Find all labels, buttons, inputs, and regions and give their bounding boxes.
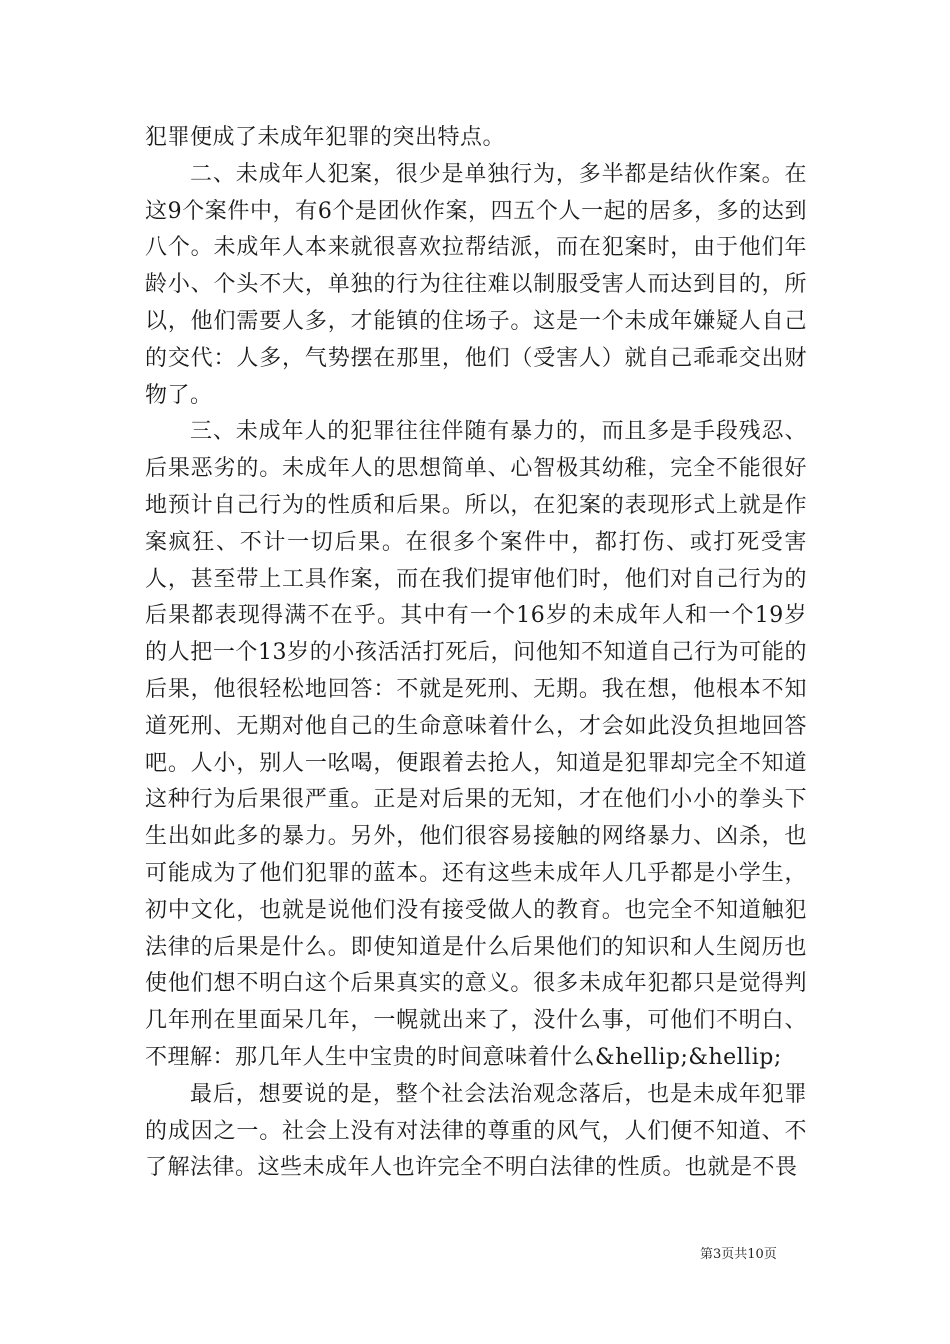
- page-number: 第3页共10页: [700, 1247, 777, 1262]
- paragraph-1: 犯罪便成了未成年犯罪的突出特点。: [145, 125, 506, 150]
- paragraph-2: 二、未成年人犯案，很少是单独行为，多半都是结伙作案。在这9个案件中，有6个是团伙作案，四五个人一起的居多，多的达到八个。未成年人本来就很喜欢拉帮结派，而在犯案时，由于他们年龄小、个头不大，单独的行为往往难以制服受害人而达到目的，所以，他们需要人多，才能镇的住场子。这是一个未成年嫌疑人自己的交代：人多，气势摆在那里，他们（受害人）就自己乖乖交出财物了。: [145, 161, 807, 408]
- paragraph-4: 最后，想要说的是，整个社会法治观念落后，也是未成年犯罪的成因之一。社会上没有对法律的尊重的风气，人们便不知道、不了解法律。这些未成年人也许完全不明白法律的性质。也就是不畏: [145, 1081, 807, 1181]
- paragraph-3: 三、未成年人的犯罪往往伴随有暴力的，而且多是手段残忍、后果恶劣的。未成年人的思想简单、心智极其幼稚，完全不能很好地预计自己行为的性质和后果。所以，在犯案的表现形式上就是作案疯狂、不计一切后果。在很多个案件中，都打伤、或打死受害人，甚至带上工具作案，而在我们提审他们时，他们对自己行为的后果都表现得满不在乎。其中有一个16岁的未成年人和一个19岁的人把一个13岁的小孩活活打死后，问他知不知道自己行为可能的后果，他很轻松地回答：不就是死刑、无期。我在想，他根本不知道死刑、无期对他自己的生命意味着什么，才会如此没负担地回答吧。人小，别人一吆喝，便跟着去抢人，知道是犯罪却完全不知道这种行为后果很严重。正是对后果的无知，才在他们小小的拳头下生出如此多的暴力。另外，他们很容易接触的网络暴力、凶杀，也可能成为了他们犯罪的蓝本。还有这些未成年人几乎都是小学生，初中文化，也就是说他们没有接受做人的教育。也完全不知道触犯法律的后果是什么。即使知道是什么后果他们的知识和人生阅历也使他们想不明白这个后果真实的意义。很多未成年犯都只是觉得判几年刑在里面呆几年，一幌就出来了，没什么事，可他们不明白、不理解：那几年人生中宝贵的时间意味着什么&hellip;&hellip;: [145, 419, 807, 1070]
- body-text: [145, 120, 807, 1187]
